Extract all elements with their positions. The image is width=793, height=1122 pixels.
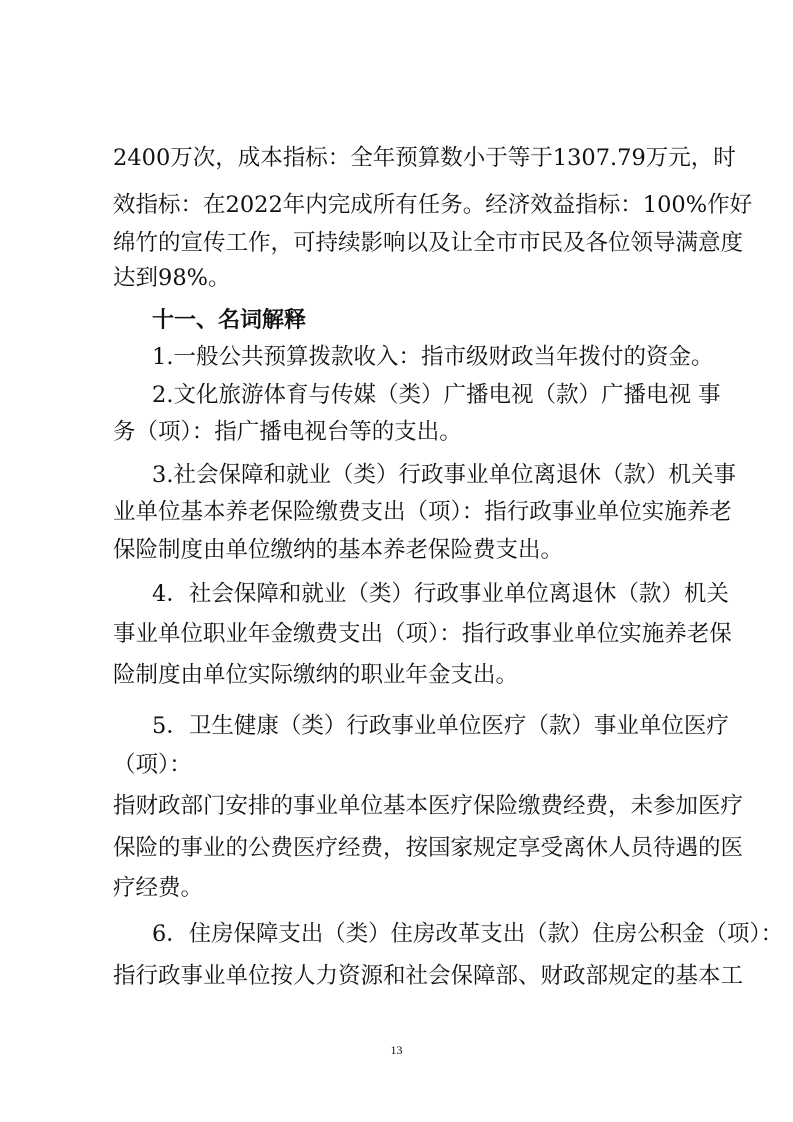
text-line: 4．社会保障和就业（类）行政事业单位离退休（款）机关 <box>152 581 729 607</box>
section-heading: 十一、名词解释 <box>152 308 307 333</box>
text-line: 保险制度由单位缴纳的基本养老保险费支出。 <box>113 537 564 563</box>
text-line: 6．住房保障支出（类）住房改革支出（款）住房公积金（项）： <box>152 921 784 947</box>
text-line: 事业单位职业年金缴费支出（项）：指行政事业单位实施养老保 <box>113 621 732 647</box>
text-line: 险制度由单位实际缴纳的职业年金支出。 <box>113 662 519 688</box>
text-line: 疗经费。 <box>113 875 204 901</box>
text-line: 2.文化旅游体育与传媒（类）广播电视（款）广播电视 事 <box>152 382 721 408</box>
text-line: 达到98%。 <box>113 265 231 291</box>
text-line: 务（项）：指广播电视台等的支出。 <box>113 419 462 445</box>
text-line: （项）： <box>113 752 192 778</box>
text-line: 业单位基本养老保险缴费支出（项）：指行政事业单位实施养老 <box>113 499 732 525</box>
text-line: 指财政部门安排的事业单位基本医疗保险缴费经费，未参加医疗 <box>113 793 744 819</box>
text-line: 效指标：在2022年内完成所有任务。经济效益指标：100%作好 <box>113 192 753 218</box>
text-line: 1.一般公共预算拨款收入：指市级财政当年拨付的资金。 <box>152 344 714 370</box>
text-line: 3.社会保障和就业（类）行政事业单位离退休（款）机关事 <box>152 462 736 488</box>
text-line: 5．卫生健康（类）行政事业单位医疗（款）事业单位医疗 <box>152 713 729 739</box>
text-line: 绵竹的宣传工作，可持续影响以及让全市市民及各位领导满意度 <box>113 230 744 256</box>
text-line: 保险的事业的公费医疗经费，按国家规定享受离休人员待遇的医 <box>113 835 744 861</box>
text-line: 指行政事业单位按人力资源和社会保障部、财政部规定的基本工 <box>113 963 744 989</box>
page-number: 13 <box>390 1043 403 1057</box>
text-line: 2400万次，成本指标：全年预算数小于等于1307.79万元，时 <box>113 145 736 171</box>
